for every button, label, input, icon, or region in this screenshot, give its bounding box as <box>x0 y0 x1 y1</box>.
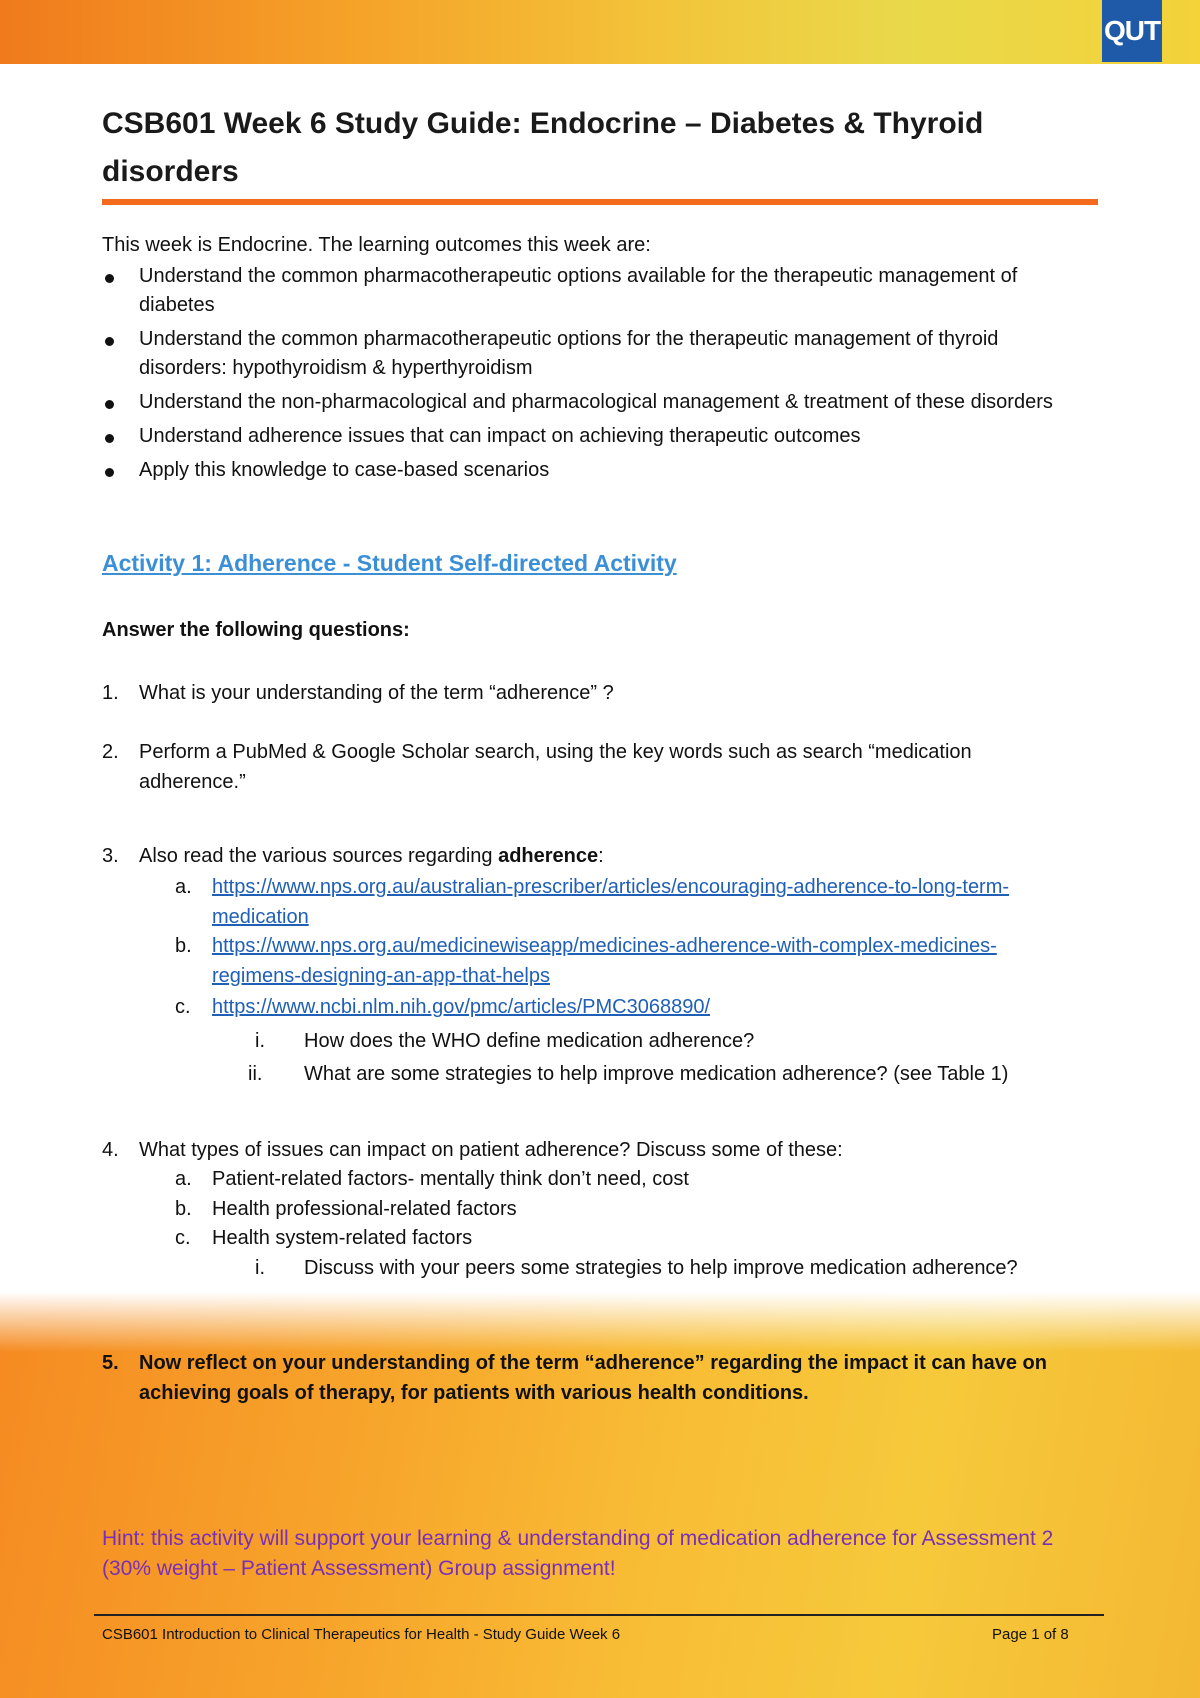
factor-item-c: c. Health system-related factors <box>175 1227 473 1249</box>
source-link-a: a. https://www.nps.org.au/australian-prescriber/articles/encouraging-adherence-to-long-term-medication <box>175 872 1075 932</box>
answer-heading: Answer the following questions: <box>102 619 410 641</box>
qut-logo: QUT <box>1102 0 1162 62</box>
bullet-icon <box>105 274 114 283</box>
page-number: Page 1 of 8 <box>992 1626 1069 1643</box>
question-text: What types of issues can impact on patient adherence? Discuss some of these: <box>139 1139 843 1161</box>
bullet-icon <box>105 337 114 346</box>
title-divider <box>102 199 1098 205</box>
footer-divider <box>94 1614 1104 1616</box>
list-item: Apply this knowledge to case-based scenarios <box>102 456 1082 485</box>
source-link-b: b. https://www.nps.org.au/medicinewiseapp/medicines-adherence-with-complex-medicines-regimens-designing-an-app-that-helps <box>175 931 1075 991</box>
link-nps-adherence-long-term[interactable]: https://www.nps.org.au/australian-prescriber/articles/encouraging-adherence-to-long-term-medication <box>212 876 1010 928</box>
bullet-icon <box>105 434 114 443</box>
question-text: Also read the various sources regarding adherence: <box>139 845 604 867</box>
bullet-icon <box>105 400 114 409</box>
list-item: Understand the non-pharmacological and pharmacological management & treatment of these disorders <box>102 388 1082 417</box>
question-4 <box>102 1135 1092 1165</box>
hint-text: Hint: this activity will support your learning & understanding of medication adherence for Assessment 2 (30% weight – Patient Assessment) Group assignment! <box>102 1527 1054 1580</box>
intro-text: This week is Endocrine. The learning outcomes this week are: <box>102 234 651 256</box>
question-1 <box>102 678 1092 708</box>
factor-item-a: a. Patient-related factors- mentally think don’t need, cost <box>175 1168 689 1190</box>
bullet-icon <box>105 468 114 477</box>
question-number: 1. <box>102 682 119 704</box>
subquestion-discuss: i. Discuss with your peers some strategies to help improve medication adherence? <box>255 1257 1018 1279</box>
question-text: Now reflect on your understanding of the term “adherence” regarding the impact it can have on achieving goals of therapy, for patients with various health conditions. <box>139 1352 1047 1404</box>
list-item: Understand the common pharmacotherapeutic options available for the therapeutic management of diabetes <box>102 262 1082 320</box>
activity-heading[interactable]: Activity 1: Adherence - Student Self-directed Activity <box>102 550 677 576</box>
page-title: CSB601 Week 6 Study Guide: Endocrine – Diabetes & Thyroid disorders <box>102 107 984 188</box>
list-item: Understand adherence issues that can impact on achieving therapeutic outcomes <box>102 422 1082 451</box>
link-nps-medicinewise-app[interactable]: https://www.nps.org.au/medicinewiseapp/medicines-adherence-with-complex-medicines-regimens-designing-an-app-that-helps <box>212 935 997 987</box>
question-number: 5. <box>102 1352 119 1374</box>
question-5 <box>102 1348 1092 1408</box>
subquestion-i: i. How does the WHO define medication adherence? <box>255 1030 755 1052</box>
question-number: 3. <box>102 845 119 867</box>
subquestion-ii: ii. What are some strategies to help improve medication adherence? (see Table 1) <box>248 1063 1009 1085</box>
question-2 <box>102 737 1092 797</box>
list-item: Understand the common pharmacotherapeutic options for the therapeutic management of thyroid disorders: hypothyroidism & hyperthyroidism <box>102 325 1082 383</box>
footer-course-title: CSB601 Introduction to Clinical Therapeutics for Health - Study Guide Week 6 <box>102 1626 621 1643</box>
question-number: 4. <box>102 1139 119 1161</box>
question-number: 2. <box>102 741 119 763</box>
link-ncbi-pmc3068890[interactable]: https://www.ncbi.nlm.nih.gov/pmc/articles/PMC3068890/ <box>212 996 710 1018</box>
learning-outcomes-list <box>102 262 1082 490</box>
question-text: What is your understanding of the term “adherence” ? <box>139 682 614 704</box>
question-3 <box>102 841 1092 871</box>
source-link-c: c. https://www.ncbi.nlm.nih.gov/pmc/articles/PMC3068890/ <box>175 992 1075 1022</box>
factor-item-b: b. Health professional-related factors <box>175 1198 517 1220</box>
question-text: Perform a PubMed & Google Scholar search, using the key words such as search “medication adherence.” <box>139 741 972 793</box>
